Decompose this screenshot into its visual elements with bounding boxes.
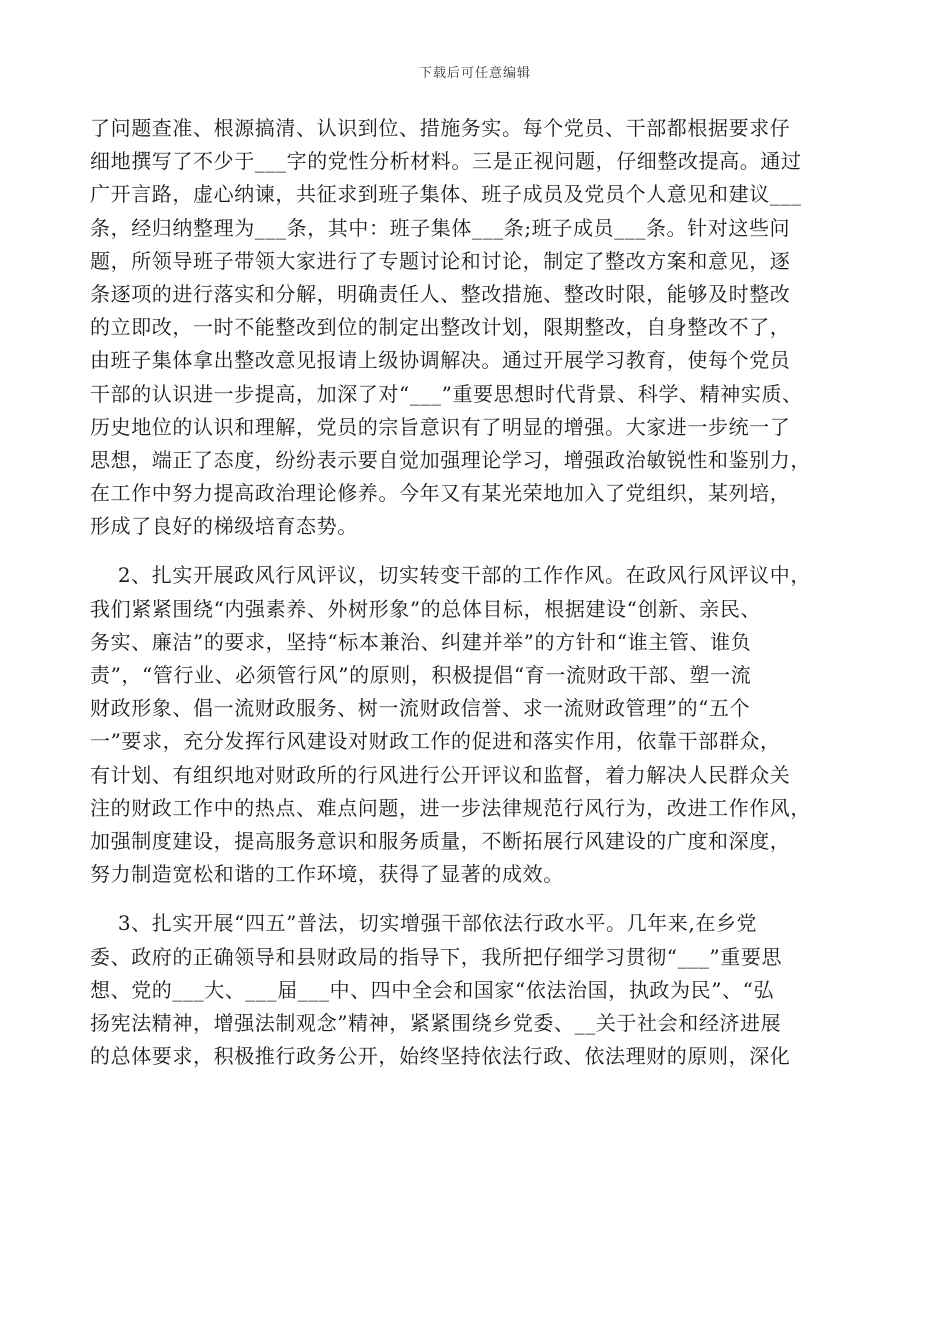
- text-line: 思想，端正了态度，纷纷表示要自觉加强理论学习，增强政治敏锐性和鉴别力，: [90, 447, 811, 472]
- text-line: 3、扎实开展“四五”普法，切实增强干部依法行政水平。几年来,在乡党: [90, 911, 758, 936]
- text-line: 扬宪法精神，增强法制观念”精神，紧紧围绕乡党委、__关于社会和经济进展: [90, 1010, 782, 1035]
- text-line: 的总体要求，积极推行政务公开，始终坚持依法行政、依法理财的原则，深化: [90, 1044, 791, 1069]
- text-line: 条逐项的进行落实和分解，明确责任人、整改措施、整改时限，能够及时整改: [90, 281, 791, 306]
- text-line: 题，所领导班子带领大家进行了专题讨论和讨论，制定了整改方案和意见，逐: [90, 248, 791, 273]
- text-line: 了问题查准、根源搞清、认识到位、措施务实。每个党员、干部都根据要求仔: [90, 116, 791, 140]
- paragraph-3: [90, 907, 865, 1073]
- text-line: 财政形象、倡一流财政服务、树一流财政信誉、求一流财政管理”的“五个: [90, 696, 751, 721]
- text-line: 想、党的___大、___届___中、四中全会和国家“依法治国，执政为民”、“弘: [90, 977, 775, 1002]
- text-line: 努力制造宽松和谐的工作环境，获得了显著的成效。: [90, 862, 564, 887]
- text-line: 责”，“管行业、必须管行风”的原则，积极提倡“育一流财政干部、塑一流: [90, 663, 752, 687]
- page-header: 下载后可任意编辑: [418, 66, 531, 81]
- text-line: 2、扎实开展政风行风评议，切实转变干部的工作作风。在政风行风评议中，: [90, 563, 811, 588]
- text-line: 务实、廉洁”的要求，坚持“标本兼治、纠建并举”的方针和“谁主管、谁负: [90, 629, 752, 654]
- text-line: 条，经归纳整理为___条，其中：班子集体___条;班子成员___条。针对这些问: [90, 215, 791, 240]
- text-line: 干部的认识进一步提高，加深了对“___”重要思想时代背景、科学、精神实质、: [90, 381, 803, 406]
- text-line: 在工作中努力提高政治理论修养。今年又有某光荣地加入了党组织，某列培，: [90, 481, 791, 506]
- paragraph-1: [90, 112, 865, 543]
- text-line: 有计划、有组织地对财政所的行风进行公开评议和监督，着力解决人民群众关: [90, 762, 791, 787]
- text-line: 由班子集体拿出整改意见报请上级协调解决。通过开展学习教育，使每个党员: [90, 348, 791, 373]
- text-line: 历史地位的认识和理解，党员的宗旨意识有了明显的增强。大家进一步统一了: [90, 414, 791, 439]
- text-line: 广开言路，虚心纳谏，共征求到班子集体、班子成员及党员个人意见和建议___: [90, 182, 802, 207]
- text-line: 的立即改，一时不能整改到位的制定出整改计划，限期整改，自身整改不了，: [90, 315, 791, 340]
- paragraph-2: [90, 559, 865, 891]
- text-line: 我们紧紧围绕“内强素养、外树形象”的总体目标，根据建设“创新、亲民、: [90, 596, 762, 621]
- text-line: 加强制度建设，提高服务意识和服务质量，不断拓展行风建设的广度和深度，: [90, 828, 791, 853]
- document-body: [90, 112, 865, 1073]
- text-line: 委、政府的正确领导和县财政局的指导下，我所把仔细学习贯彻“___”重要思: [90, 944, 783, 969]
- text-line: 注的财政工作中的热点、难点问题，进一步法律规范行风行为，改进工作作风，: [90, 795, 811, 820]
- text-line: 细地撰写了不少于___字的党性分析材料。三是正视问题，仔细整改提高。通过: [90, 149, 802, 174]
- text-line: 一”要求，充分发挥行风建设对财政工作的促进和落实作用，依靠干部群众，: [90, 729, 781, 754]
- text-line: 形成了良好的梯级培育态势。: [90, 514, 358, 539]
